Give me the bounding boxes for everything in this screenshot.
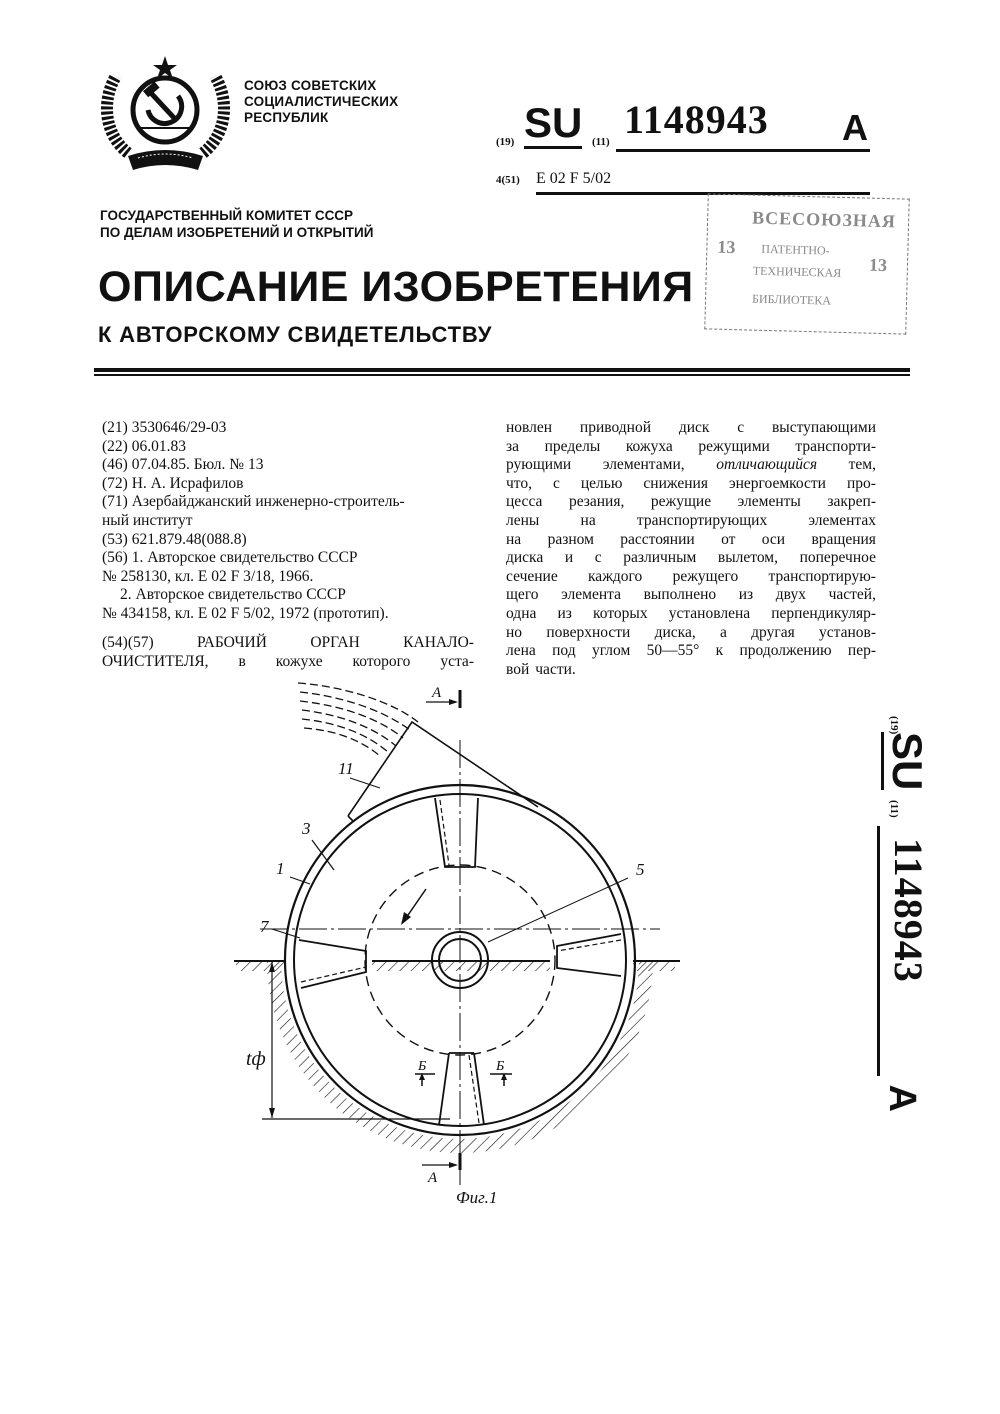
claim-word: к (715, 642, 724, 660)
claim-word: тем, (848, 456, 876, 474)
claim-line (102, 634, 474, 653)
figure-1 (220, 670, 680, 1210)
callout-1: 1 (276, 859, 285, 878)
claim-word: транспортирую- (768, 567, 876, 585)
biblio-line: (22) 06.01.83 (102, 437, 186, 455)
claim-line (506, 438, 876, 457)
claim-word: различным (623, 549, 697, 567)
claim-word: транспорти- (795, 437, 876, 455)
claim-word: частей, (828, 586, 876, 604)
claim-word: в (238, 652, 246, 670)
claim-line (506, 586, 876, 605)
emblem-icon (98, 48, 233, 176)
claim-word: пределы (544, 437, 601, 455)
claim-word: на (580, 511, 596, 529)
claim-line (506, 605, 876, 624)
stamp-line: БИБЛИОТЕКА (751, 291, 832, 308)
biblio-line: 2. Авторское свидетельство СССР (120, 586, 346, 604)
biblio-line: № 258130, кл. Е 02 F 3/18, 1966. (102, 567, 314, 585)
claim-word: ОРГАН (310, 634, 360, 651)
claim-word: выполнено (643, 586, 717, 604)
committee-line: ГОСУДАРСТВЕННЫЙ КОМИТЕТ СССР (100, 208, 354, 223)
stamp-line: ВСЕСОЮЗНАЯ (751, 207, 897, 232)
claim-word: (54)(57) (102, 634, 154, 651)
claim-word: одна (506, 604, 537, 622)
claim-word: другая (751, 623, 795, 641)
country-line: СОЮЗ СОВЕТСКИХ (244, 78, 377, 93)
stamp-mark: 13 (868, 254, 888, 276)
stamp-mark: 13 (717, 236, 736, 258)
biblio-line: (72) Н. А. Исрафилов (102, 474, 244, 492)
claim-word: энергоемкости (728, 474, 826, 492)
claim-line (506, 531, 876, 550)
claim-word: 50—55° (646, 642, 700, 660)
claim-word: вылетом, (717, 549, 778, 567)
claim-word: элементах (808, 511, 876, 529)
claim-word: ОЧИСТИТЕЛЯ, (102, 652, 209, 670)
claim-word: режущие (650, 493, 712, 511)
rotation-arrow (406, 889, 426, 918)
claim-word: углом (591, 642, 631, 660)
claim-word: целью (580, 474, 623, 492)
claim-word: уста- (440, 652, 474, 670)
claim-word: из (557, 604, 572, 622)
claim-word: про- (846, 474, 876, 492)
claim-word: элементы (737, 493, 801, 511)
claim-word: новлен (506, 419, 553, 436)
claim-line (506, 642, 876, 661)
claim-word: диска, (654, 623, 696, 641)
ipc-value: E 02 F 5/02 (536, 170, 612, 187)
claim-word: из (738, 586, 754, 604)
claim-line (506, 456, 876, 475)
depth-label: tф (246, 1048, 266, 1070)
spoke-left (299, 940, 366, 988)
claim-word: пер- (847, 642, 876, 660)
claim-word: транспортирующих (636, 511, 768, 529)
claim-word: которого (352, 652, 411, 670)
callout-7: 7 (260, 917, 269, 936)
document-subtitle: К АВТОРСКОМУ СВИДЕТЕЛЬСТВУ (98, 322, 493, 347)
claim-word: КАНАЛО- (403, 634, 474, 651)
stamp-line: ПАТЕНТНО- (761, 241, 830, 258)
side-patent-number: 1148943 (886, 838, 931, 983)
claim-word: цесса (506, 493, 543, 511)
inid-code-11: (11) (592, 136, 610, 148)
claim-word: выступающими (771, 419, 876, 436)
side-inid-11: (11) (888, 800, 900, 818)
claim-word: приводной (579, 419, 651, 436)
side-patent-label (874, 714, 934, 1114)
claim-word: установ- (819, 623, 876, 641)
stamp-line: ТЕХНИЧЕСКАЯ (752, 263, 842, 280)
library-stamp (704, 193, 909, 334)
claim-word: диск (678, 419, 710, 436)
claim-word: вой (506, 660, 530, 678)
biblio-line: ный институт (102, 511, 193, 529)
callout-11: 11 (338, 759, 354, 778)
patent-number: 1148943 (624, 97, 769, 142)
claim-word: снижения (643, 474, 708, 492)
claim-line (506, 493, 876, 512)
claim-word: части. (535, 660, 576, 678)
claim-word: расстоянии (620, 530, 695, 548)
side-country-code: SU (881, 732, 930, 790)
claim-word: лены (506, 511, 540, 529)
claim-start (102, 634, 474, 671)
claim-word: с (737, 419, 745, 436)
claim-line (506, 475, 876, 494)
claim-line (506, 568, 876, 587)
claim-word: режущего (672, 567, 739, 585)
claim-word: на (506, 530, 522, 548)
inid-code-51: 4(51) (496, 174, 520, 186)
claim-word: кожухе (275, 652, 323, 670)
side-kind-code: A (881, 1084, 923, 1112)
claim-word: поверхности (546, 623, 631, 641)
section-label-a-top: А (432, 685, 442, 701)
claim-line (102, 653, 474, 672)
claim-line (506, 624, 876, 643)
claim-word: и (564, 549, 574, 567)
claim-continuation (506, 419, 876, 679)
claim-word: элемента (561, 586, 621, 604)
section-label-a-bottom: А (428, 1170, 438, 1186)
claim-word: диска (506, 549, 544, 567)
country-name (244, 78, 398, 126)
technical-drawing (220, 670, 680, 1210)
claim-word: щего (506, 586, 539, 604)
claim-word: установлена (668, 604, 751, 622)
spoil-stream (298, 683, 418, 756)
figure-caption: Фиг.1 (456, 1188, 498, 1207)
inid-code-19: (19) (496, 136, 515, 148)
claim-word: с (594, 549, 602, 567)
document-title: ОПИСАНИЕ ИЗОБРЕТЕНИЯ (98, 263, 694, 311)
biblio-line: (53) 621.879.48(088.8) (102, 530, 247, 548)
committee-line: ПО ДЕЛАМ ИЗОБРЕТЕНИЙ И ОТКРЫТИЙ (100, 225, 374, 240)
claim-word: вращения (811, 530, 876, 548)
spoke-right (557, 934, 621, 976)
side-inid-19: (19) (888, 716, 900, 735)
claim-word: что, (506, 474, 532, 492)
claim-word: режущими (698, 437, 770, 455)
claim-word: кожуха (625, 437, 673, 455)
claim-line (506, 419, 876, 438)
claim-word: каждого (588, 567, 643, 585)
claim-word: перпендикуляр- (771, 604, 876, 622)
claim-word: поперечное (799, 549, 876, 567)
claim-word: двух (775, 586, 806, 604)
biblio-line: (71) Азербайджанский инженерно-строитель- (102, 493, 405, 511)
leader-1 (290, 877, 310, 884)
committee-name (100, 207, 373, 241)
claim-word: продолжению (739, 642, 832, 660)
ussr-emblem (98, 48, 233, 176)
claim-word: от (721, 530, 736, 548)
header-rule (94, 368, 910, 372)
number-underline (616, 149, 870, 152)
claim-word: за (506, 437, 520, 455)
claim-word: рующими (506, 456, 572, 474)
bibliographic-data (102, 419, 482, 624)
biblio-line: № 434158, кл. Е 02 F 5/02, 1972 (прототип). (102, 604, 389, 622)
callout-5: 5 (636, 860, 645, 879)
claim-word: закреп- (827, 493, 876, 511)
ipc-underline (536, 192, 870, 195)
claim-word: с (552, 474, 560, 492)
claim-word: а (720, 623, 727, 641)
claim-word: но (506, 623, 523, 641)
biblio-line: (21) 3530646/29-03 (102, 419, 227, 436)
country-code: SU (524, 100, 582, 149)
country-line: СОЦИАЛИСТИЧЕСКИХ (244, 94, 399, 109)
claim-word: лена (506, 642, 536, 660)
header-rule-thin (94, 374, 910, 376)
biblio-line: (46) 07.04.85. Бюл. № 13 (102, 456, 264, 474)
leader-11 (350, 778, 380, 788)
claim-line (506, 549, 876, 568)
section-label-b-left: Б (418, 1059, 427, 1074)
kind-code: A (842, 107, 868, 148)
claim-word: оси (761, 530, 786, 548)
claim-word: резания, (568, 493, 625, 511)
section-label-b-right: Б (496, 1059, 505, 1074)
patent-number-block (496, 98, 872, 158)
claim-word: которых (593, 604, 648, 622)
country-line: РЕСПУБЛИК (244, 110, 329, 125)
claim-word: элементами, (602, 456, 685, 474)
callout-3: 3 (302, 819, 311, 838)
leader-5 (488, 878, 628, 942)
claim-word: РАБОЧИЙ (197, 634, 267, 651)
claim-word: отличающийся (716, 456, 818, 474)
claim-word: сечение (506, 567, 558, 585)
claim-line (506, 512, 876, 531)
biblio-line: (56) 1. Авторское свидетельство СССР (102, 549, 358, 567)
claim-word: под (552, 642, 576, 660)
side-underline (877, 826, 880, 1076)
claim-word: разном (547, 530, 594, 548)
